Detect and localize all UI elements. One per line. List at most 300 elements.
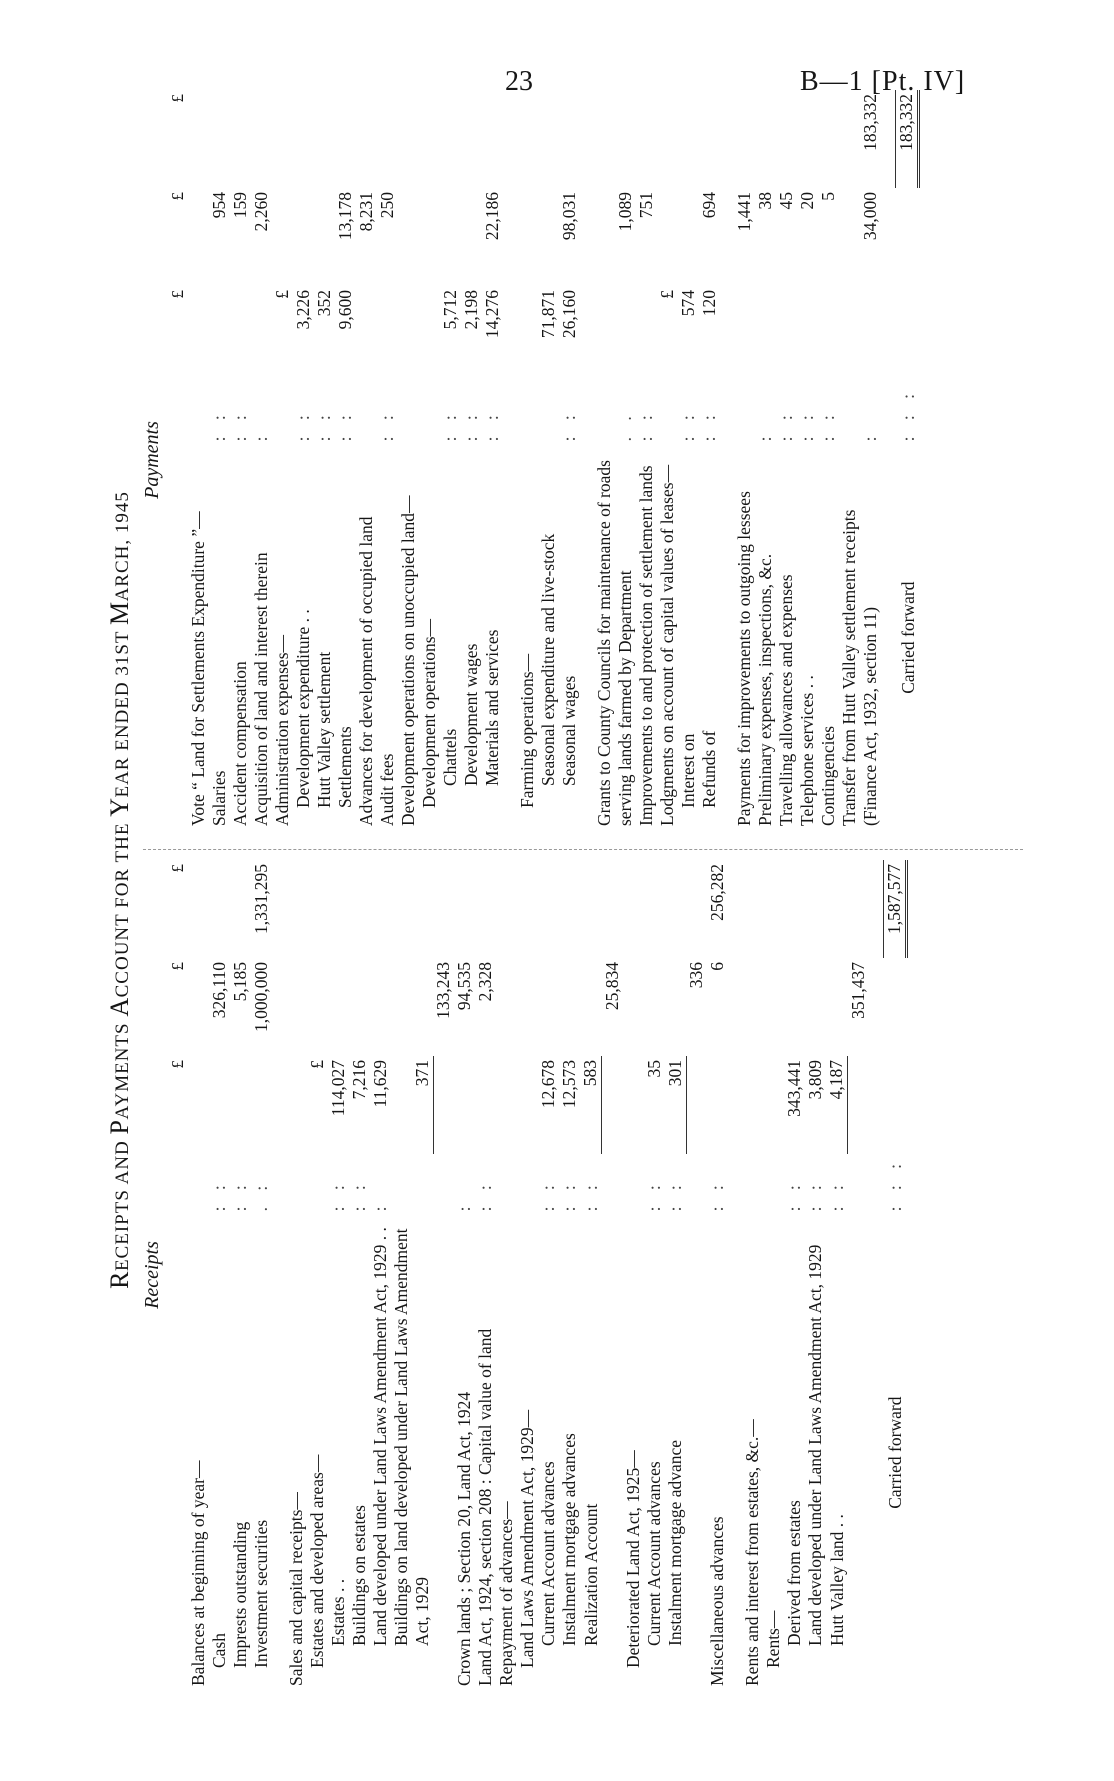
account-row (209, 90, 230, 830)
currency-symbol: £ (168, 192, 187, 201)
receipts-heading: Receipts (141, 1241, 163, 1309)
row-label: Salaries (209, 770, 229, 826)
receipts-section (141, 860, 908, 1690)
currency-symbol: £ (168, 290, 187, 299)
amount-c3 (188, 860, 209, 958)
row-label: Instalment mortgage advances (559, 1433, 579, 1646)
leader-dots: : : (580, 1179, 601, 1212)
leader-dots (391, 1154, 433, 1215)
account-row (377, 90, 398, 830)
amount-c2 (805, 958, 826, 1056)
amount-c3 (538, 90, 559, 188)
row-label: Hutt Valley settlement (314, 651, 334, 808)
account-row (286, 860, 307, 1690)
leader-dots: : : (643, 1179, 664, 1212)
amount-c2 (742, 958, 763, 1056)
amount-c3 (559, 860, 580, 958)
amount-c3 (440, 90, 461, 188)
amount-c2: 5,185 (230, 962, 250, 1002)
carried-forward-row (883, 860, 906, 1690)
amount-c3: 1,587,577 (883, 860, 906, 958)
leader-dots (517, 384, 538, 445)
account-row (580, 860, 602, 1690)
account-row (818, 90, 839, 830)
account-row (755, 90, 776, 830)
account-row (559, 90, 580, 830)
amount-c2 (644, 958, 665, 1056)
amount-c1 (188, 1056, 209, 1154)
leader-dots (356, 384, 377, 445)
leader-dots: : : (335, 409, 355, 442)
amount-c2 (883, 958, 906, 1056)
amount-c2 (826, 958, 848, 1056)
spacer-row (580, 90, 594, 830)
account-row (636, 90, 657, 830)
amount-c3 (734, 90, 755, 188)
leader-dots (763, 1154, 784, 1215)
amount-c3 (356, 90, 377, 188)
spacer-row (272, 860, 286, 1690)
amount-c3 (517, 90, 538, 188)
row-label: Derived from estates (784, 1500, 804, 1646)
account-row (391, 860, 433, 1690)
amount-c2 (398, 188, 419, 286)
leader-dots (848, 1154, 869, 1215)
leader-dots: : : (209, 409, 229, 442)
row-label: Transfer from Hutt Valley settlement receipts (Finance Act, 1932, section 11) (839, 509, 880, 826)
payments-table (167, 90, 920, 830)
amount-c1 (209, 1056, 230, 1154)
amount-c1: 7,216 (349, 1060, 369, 1100)
account-title: RECEIPTS AND PAYMENTS ACCOUNT FOR THE YEAR ENDED 31ST MARCH, 1945 (105, 491, 134, 1289)
amount-c3 (826, 860, 848, 958)
leader-dots: : : (314, 409, 334, 442)
amount-c3 (370, 860, 391, 958)
amount-c3 (398, 90, 419, 188)
spacer-row (869, 860, 884, 1690)
account-row (419, 90, 440, 830)
account-row (335, 90, 356, 830)
leader-dots: : : (377, 409, 397, 442)
account-row (230, 90, 251, 830)
amount-c3 (686, 860, 707, 958)
amount-c3 (482, 90, 503, 188)
amount-c2: 13,178 (335, 192, 355, 241)
row-label: Carried forward (885, 1396, 905, 1509)
amount-c1 (763, 1056, 784, 1154)
amount-c3 (328, 860, 349, 958)
row-label: Development operations on unoccupied land— (398, 495, 418, 826)
row-label: Settlements (335, 726, 355, 808)
account-row (314, 90, 335, 830)
row-label: Sales and capital receipts— (286, 1492, 306, 1686)
row-label: Instalment mortgage advance (665, 1439, 685, 1646)
leader-dots (538, 384, 559, 445)
amount-c1: 26,160 (559, 290, 579, 339)
account-row (644, 860, 665, 1690)
amount-c3: 256,282 (707, 864, 727, 921)
amount-c3 (559, 90, 580, 188)
row-label: Preliminary expenses, inspections, &c. (755, 553, 775, 826)
row-label (686, 1215, 707, 1690)
amount-c1 (419, 286, 440, 384)
account-row (763, 860, 784, 1690)
amount-c2: 94,535 (454, 962, 474, 1011)
amount-c2: 326,110 (209, 962, 229, 1019)
row-label (848, 1215, 869, 1690)
amount-c2: 1,000,000 (251, 962, 271, 1032)
rotated-account-table (105, 90, 1035, 1690)
amount-c2: 1,441 (734, 192, 754, 232)
column-divider (143, 848, 1023, 850)
row-label: Current Account advances (538, 1461, 558, 1646)
amount-c1: £ (272, 290, 292, 299)
row-label: Land Laws Amendment Act, 1929— (517, 1409, 537, 1668)
currency-symbol: £ (168, 1060, 187, 1069)
amount-c3 (419, 90, 440, 188)
amount-c3 (272, 90, 293, 188)
account-row (623, 860, 644, 1690)
amount-c1: 12,678 (538, 1060, 558, 1109)
amount-c2: 336 (686, 962, 706, 989)
amount-c1: 114,027 (328, 1060, 348, 1117)
amount-c2 (328, 958, 349, 1056)
leader-dots: : : (461, 409, 481, 442)
amount-c2 (349, 958, 370, 1056)
amount-c2: 694 (699, 192, 719, 219)
account-row (742, 860, 763, 1690)
leader-dots: : : (475, 1179, 495, 1212)
row-label: Carried forward (897, 581, 918, 694)
account-row (440, 90, 461, 830)
amount-c1: 371 (391, 1056, 433, 1154)
amount-c3 (755, 90, 776, 188)
amount-c1: 301 (665, 1056, 687, 1154)
page-number: 23 (505, 66, 533, 97)
row-label: Current Account advances (643, 1461, 664, 1646)
leader-dots (623, 1154, 644, 1215)
amount-c2: 2,328 (475, 962, 495, 1002)
amount-c3 (784, 860, 805, 958)
account-row (433, 860, 454, 1690)
amount-c1: £ (657, 290, 677, 299)
leader-dots: : : (699, 409, 719, 442)
amount-c1: 3,809 (805, 1060, 825, 1100)
row-label: Lodgments on account of capital values of leases— (657, 464, 677, 826)
amount-c1 (454, 1056, 475, 1154)
amount-c1: 5,712 (440, 290, 460, 330)
row-label: Seasonal expenditure and live-stock (538, 533, 558, 786)
account-row (678, 90, 699, 830)
row-label: Estates . . (328, 1578, 348, 1646)
row-label: Interest on (678, 733, 698, 808)
row-label (602, 1215, 623, 1690)
amount-c3 (805, 860, 826, 958)
account-row (272, 90, 293, 830)
amount-c3 (848, 860, 869, 958)
amount-c1 (776, 286, 797, 384)
amount-c3 (454, 860, 475, 958)
amount-c1 (230, 1056, 251, 1154)
leader-dots: : : (230, 409, 250, 442)
amount-c3 (230, 860, 251, 958)
amount-c2: 5 (818, 192, 838, 201)
row-label: Advances for development of occupied land (356, 516, 376, 826)
leader-dots: : : (293, 409, 313, 442)
amount-c2 (538, 958, 559, 1056)
leader-dots: : : (678, 409, 698, 442)
row-label: Administration expenses— (272, 634, 292, 826)
amount-c3 (699, 90, 720, 188)
amount-c1: 352 (314, 290, 334, 317)
row-label: Audit fees (377, 753, 397, 826)
row-label: Refunds of (699, 730, 719, 808)
amount-c2 (188, 958, 209, 1056)
account-row (356, 90, 377, 830)
account-row (482, 90, 503, 830)
leader-dots: : : (440, 409, 460, 442)
account-row (251, 90, 272, 830)
amount-c2 (517, 958, 538, 1056)
leader-dots: . . (615, 410, 635, 442)
amount-c2 (517, 188, 538, 286)
leader-dots (433, 1154, 454, 1215)
amount-c3 (251, 90, 272, 188)
amount-c3 (538, 860, 559, 958)
amount-c1 (734, 286, 755, 384)
row-label: Travelling allowances and expenses (776, 574, 796, 826)
amount-c2: 133,243 (433, 962, 453, 1019)
row-label: Grants to County Councils for maintenance of roads serving lands farmed by Department (594, 460, 635, 826)
amount-c3 (314, 90, 335, 188)
account-row (475, 860, 496, 1690)
row-label: Contingencies (818, 725, 838, 826)
amount-c1 (594, 286, 636, 384)
row-label: Hutt Valley land . . (826, 1514, 847, 1646)
account-row (538, 860, 559, 1690)
account-row (209, 860, 230, 1690)
row-label: Buildings on land developed under Land Laws Amendment Act, 1929 (391, 1228, 432, 1646)
amount-c2 (286, 958, 307, 1056)
amount-c1 (686, 1056, 707, 1154)
amount-c2: 954 (209, 192, 229, 219)
amount-c1 (896, 286, 919, 384)
account-row (602, 860, 623, 1690)
leader-dots (686, 1154, 707, 1215)
account-row (734, 90, 755, 830)
amount-c3 (644, 860, 665, 958)
amount-c3 (678, 90, 699, 188)
amount-c1: 9,600 (335, 290, 355, 330)
amount-c3 (517, 860, 538, 958)
spacer-row (728, 860, 742, 1690)
row-label: Improvements to and protection of settlement lands (636, 465, 656, 826)
amount-c2: 98,031 (559, 192, 579, 241)
leader-dots: : (755, 430, 775, 442)
amount-c2: 8,231 (356, 192, 376, 232)
amount-c2 (272, 188, 293, 286)
leader-dots: : : (349, 1179, 369, 1212)
amount-c1 (517, 286, 538, 384)
row-label: Rents and interest from estates, &c.— (742, 1419, 762, 1686)
amount-c1 (755, 286, 776, 384)
amount-c3 (461, 90, 482, 188)
leader-dots: : : (482, 409, 502, 442)
leader-dots: : : (826, 1179, 847, 1212)
row-label: Development wages (461, 643, 481, 786)
account-row (826, 860, 848, 1690)
row-label: Investment securities (251, 1519, 271, 1668)
row-label: Deteriorated Land Act, 1925— (622, 1450, 643, 1668)
leader-dots: : : (707, 1179, 727, 1212)
row-label (433, 1215, 454, 1690)
amount-c2 (657, 188, 678, 286)
account-row (707, 860, 728, 1690)
account-row (776, 90, 797, 830)
amount-c3 (580, 860, 602, 958)
leader-dots: : : : (897, 388, 918, 442)
amount-c3: 1,331,295 (251, 864, 271, 934)
amount-c2 (538, 188, 559, 286)
leader-dots (742, 1154, 763, 1215)
account-row (370, 860, 391, 1690)
account-row (517, 90, 538, 830)
row-label: Imprests outstanding (230, 1521, 250, 1668)
leader-dots (188, 384, 209, 445)
leader-dots: : (251, 430, 271, 442)
amount-c1 (251, 286, 272, 384)
amount-c3 (818, 90, 839, 188)
row-label: Land developed under Land Laws Amendment Act, 1929 . . (370, 1227, 390, 1646)
amount-c1: 343,441 (784, 1060, 804, 1117)
amount-c3 (307, 860, 328, 958)
row-label: Acquisition of land and interest therein (251, 552, 271, 826)
amount-c2: 20 (797, 192, 817, 210)
amount-c2 (440, 188, 461, 286)
account-row (496, 860, 517, 1690)
leader-dots: : : (665, 1179, 685, 1212)
account-row (805, 860, 826, 1690)
amount-c2 (370, 958, 391, 1056)
row-label: Development operations— (419, 618, 439, 808)
amount-c1 (623, 1056, 644, 1154)
amount-c3 (602, 860, 623, 958)
row-label: Development expenditure . . (293, 609, 313, 808)
amount-c1: 12,573 (559, 1060, 579, 1109)
account-row (398, 90, 419, 830)
amount-c2: 22,186 (482, 192, 502, 241)
amount-c1 (839, 286, 881, 384)
row-label: Seasonal wages (559, 675, 579, 786)
amount-c3 (763, 860, 784, 958)
amount-c3 (349, 860, 370, 958)
leader-dots (398, 384, 419, 445)
leader-dots (307, 1154, 328, 1215)
amount-c1 (707, 1056, 728, 1154)
amount-c2 (784, 958, 805, 1056)
account-row (797, 90, 818, 830)
leader-dots: : : (559, 409, 579, 442)
leader-dots: : (370, 1200, 390, 1212)
amount-c1 (433, 1056, 454, 1154)
account-row (784, 860, 805, 1690)
leader-dots (286, 1154, 307, 1215)
leader-dots: : : (209, 1179, 229, 1212)
amount-c1 (818, 286, 839, 384)
account-row (328, 860, 349, 1690)
leader-dots: : : (636, 409, 656, 442)
account-row (517, 860, 538, 1690)
amount-c3 (475, 860, 496, 958)
amount-c1: 120 (699, 290, 719, 317)
amount-c2 (314, 188, 335, 286)
amount-c2 (623, 958, 644, 1056)
amount-c1 (398, 286, 419, 384)
row-label: Chattels (440, 728, 460, 786)
leader-dots: : : (538, 1179, 558, 1212)
spacer-row (720, 90, 734, 830)
leader-dots: : : (818, 409, 838, 442)
amount-c2 (763, 958, 784, 1056)
amount-c1 (475, 1056, 496, 1154)
payments-currency-header (167, 90, 188, 830)
amount-c1 (742, 1056, 763, 1154)
amount-c3 (209, 90, 230, 188)
amount-c2: 34,000 (860, 192, 880, 241)
row-label: Vote “ Land for Settlements Expenditure ”— (188, 511, 208, 826)
amount-c2 (419, 188, 440, 286)
amount-c3 (433, 860, 454, 958)
row-label: Repayment of advances— (496, 1501, 516, 1686)
amount-c3 (188, 90, 209, 188)
leader-dots: : (860, 430, 880, 442)
amount-c1 (636, 286, 657, 384)
account-row (538, 90, 559, 830)
account-row (188, 860, 209, 1690)
amount-c3 (377, 90, 398, 188)
amount-c2 (293, 188, 314, 286)
amount-c3 (657, 90, 678, 188)
amount-c3 (286, 860, 307, 958)
payments-heading: Payments (141, 421, 163, 499)
amount-c1: 574 (678, 290, 698, 317)
amount-c1: 14,276 (482, 290, 502, 339)
amount-c1 (848, 1056, 869, 1154)
amount-c2: 25,834 (601, 962, 622, 1011)
amount-c3 (293, 90, 314, 188)
account-row (657, 90, 678, 830)
amount-c2 (559, 958, 580, 1056)
account-row (293, 90, 314, 830)
row-label: Miscellaneous advances (707, 1516, 727, 1686)
row-label: Realization Account (580, 1503, 601, 1646)
amount-c2: 6 (707, 962, 727, 971)
leader-dots (419, 384, 440, 445)
amount-c2 (391, 958, 433, 1056)
amount-c1: 3,226 (293, 290, 313, 330)
amount-c3 (665, 860, 687, 958)
leader-dots (188, 1154, 209, 1215)
amount-c1: 35 (643, 1060, 664, 1078)
amount-c2: 38 (755, 192, 775, 210)
currency-symbol: £ (168, 864, 187, 873)
account-row (699, 90, 720, 830)
carried-forward-row (896, 90, 919, 830)
amount-c2: 250 (377, 192, 397, 219)
leader-dots: : : (559, 1179, 579, 1212)
row-label: Crown lands ; Section 20, Land Act, 1924 (454, 1391, 474, 1686)
account-row (594, 90, 636, 830)
